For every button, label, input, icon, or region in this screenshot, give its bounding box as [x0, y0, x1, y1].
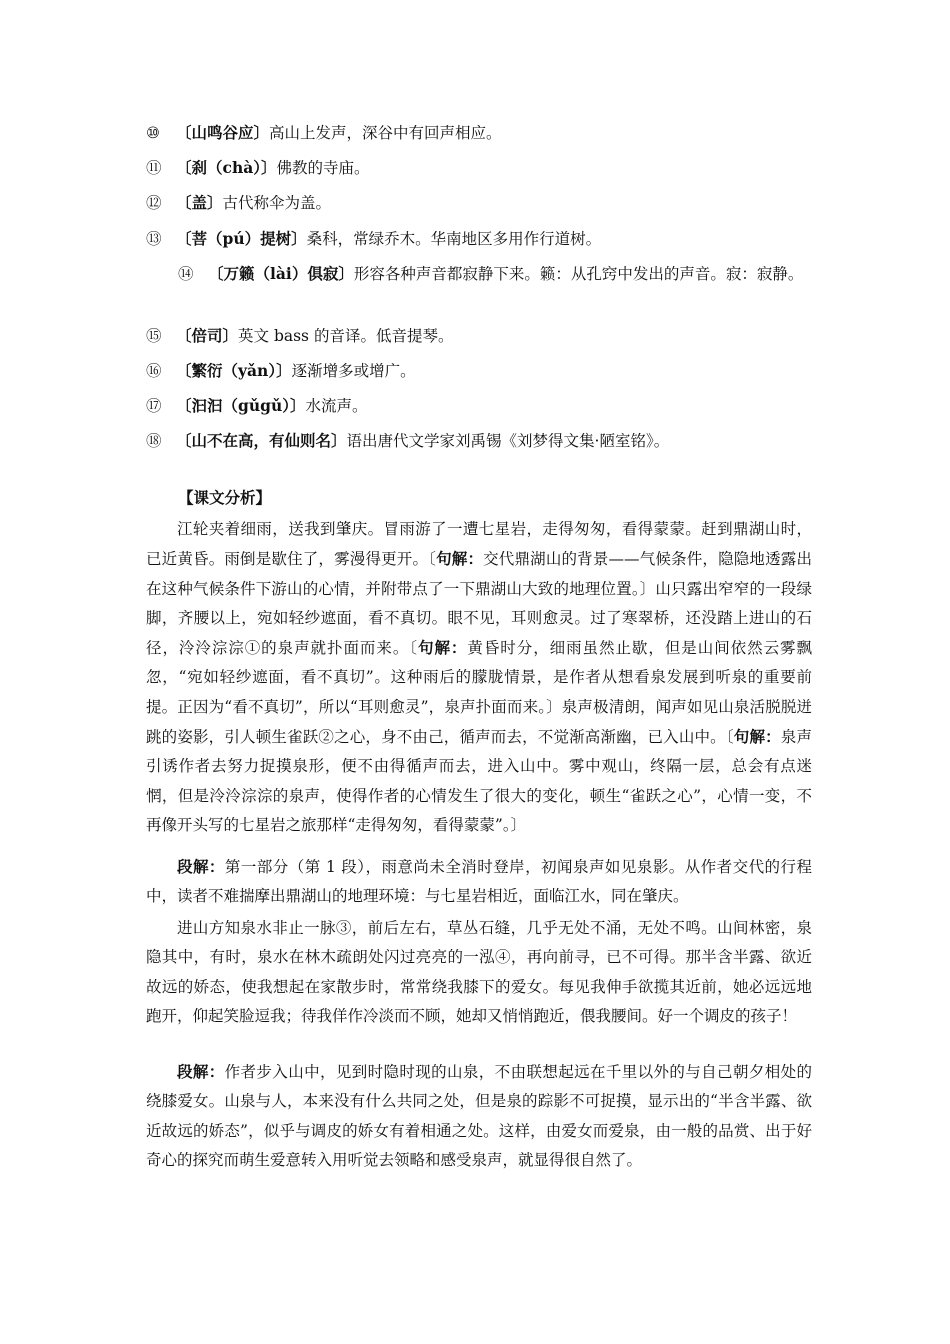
footnote-17 [146, 392, 812, 420]
footnote-18 [146, 427, 812, 455]
footnote-text: 水流声。 [305, 397, 368, 415]
text-paragraph-1 [146, 515, 812, 840]
footnote-number: ⑫ [146, 194, 162, 212]
footnote-term: 〔汩汩（gǔgǔ）〕 [176, 396, 306, 415]
sentence-analysis-label: 句解： [733, 727, 781, 747]
footnote-15 [146, 322, 812, 350]
paragraph-analysis-label: 段解： [177, 1062, 225, 1081]
footnote-term: 〔倍司〕 [176, 326, 239, 345]
footnote-term: 〔繁衍（yǎn）〕 [176, 361, 292, 380]
footnote-number: ⑮ [146, 327, 162, 345]
footnote-term: 〔菩（pú）提树〕 [176, 229, 307, 248]
footnote-text: 高山上发声，深谷中有回声相应。 [269, 124, 502, 142]
body-text: 进山方知泉水非止一脉③，前后左右，草丛石缝，几乎无处不涌，无处不鸣。山间林密，泉隐其中，有时，泉水在林木疏朗处闪过亮亮的一泓④，再向前寻，已不可得。那半含半露、欲近故远的娇态，使我想起在家散步时，常常绕我膝下的爱女。每见我伸手欲揽其近前，她必远远地跑开，仰起笑脸逗我；待我佯作冷淡而不顾，她却又悄悄跑近，偎我腰间。好一个调皮的孩子！ [146, 919, 812, 1025]
footnote-number: ⑬ [146, 230, 162, 248]
body-text: 江轮夹着细雨，送我到肇庆。冒雨游了一遭七星岩，走得匆匆，看得蒙蒙。赶到鼎湖山时，已近黄昏。雨倒是歇住了，雾漫得更开。〔 [146, 520, 812, 569]
footnote-term: 〔刹（chà）〕 [176, 158, 277, 177]
footnote-11 [146, 154, 812, 182]
footnote-14 [146, 260, 812, 288]
footnote-text: 古代称伞为盖。 [222, 194, 332, 212]
sentence-analysis-label: 句解： [436, 549, 484, 569]
body-text: 第一部分（第 1 段），雨意尚未全消时登岸，初闻泉声如见泉影。从作者交代的行程中，读者不难揣摩出鼎湖山的地理环境：与七星岩相近，面临江水，同在肇庆。 [146, 858, 812, 906]
footnote-number: ⑪ [146, 159, 162, 177]
paragraph-analysis-2 [146, 1057, 812, 1175]
footnote-number: ⑱ [146, 432, 162, 450]
footnote-16 [146, 357, 812, 385]
footnote-term: 〔万籁（lài）俱寂〕 [208, 264, 354, 283]
footnote-12 [146, 189, 812, 217]
paragraph-analysis-1 [146, 852, 812, 912]
body-text: 黄昏时分，细雨虽然止歇，但是山间依然云雾飘忽，“宛如轻纱遮面，看不真切”。这种雨后的朦胧情景，是作者从想看泉发展到听泉的重要前提。正因为“看不真切”，所以“耳则愈灵”，泉声扑面而来。〕泉声极清朗，闻声如见山泉活脱脱迸跳的姿影，引人顿生雀跃②之心，身不由己，循声而去，不觉渐高渐幽，已入山中。〔 [146, 639, 812, 747]
footnote-text: 佛教的寺庙。 [276, 159, 370, 177]
footnote-text: 英文 bass 的音译。低音提琴。 [238, 327, 454, 345]
footnote-term: 〔盖〕 [176, 193, 223, 212]
body-text: 交代鼎湖山的背景——气候条件，隐隐地透露出在这种气候条件下游山的心情，并附带点了一下鼎湖山大致的地理位置。〕山只露出窄窄的一段绿脚，齐腰以上，宛如轻纱遮面，看不真切。眼不见，耳则愈灵。过了寒翠桥，还没踏上进山的石径，泠泠淙淙①的泉声就扑面而来。〔 [146, 550, 812, 658]
sentence-analysis-label: 句解： [418, 638, 468, 658]
paragraph-analysis-label: 段解： [177, 857, 225, 876]
body-text: 作者步入山中，见到时隐时现的山泉，不由联想起远在千里以外的与自己朝夕相处的绕膝爱女。山泉与人，本来没有什么共同之处，但是泉的踪影不可捉摸，显示出的“半含半露、欲近故远的娇态”，似乎与调皮的娇女有着相通之处。这样，由爱女而爱泉，由一般的品赏、出于好奇心的探究而萌生爱意转入用听觉去领略和感受泉声，就显得很自然了。 [146, 1063, 812, 1169]
body-text: 泉声引诱作者去努力捉摸泉形，便不由得循声而去，进入山中。雾中观山，终隔一层，总会有点迷惘，但是泠泠淙淙的泉声，使得作者的心情发生了很大的变化，顿生“雀跃之心”，心情一变，不再像开头写的七星岩之旅那样“走得匆匆，看得蒙蒙”。〕 [146, 728, 812, 834]
footnote-term: 〔山鸣谷应〕 [176, 123, 270, 142]
footnote-text: 桑科，常绿乔木。华南地区多用作行道树。 [306, 230, 602, 248]
section-title: 【课文分析】 [178, 488, 272, 507]
footnote-10 [146, 119, 812, 147]
footnote-number: ⑯ [146, 362, 162, 380]
footnote-text: 形容各种声音都寂静下来。籁：从孔窍中发出的声音。寂：寂静。 [353, 265, 804, 283]
footnote-number: ⑭ [178, 265, 194, 283]
footnote-text: 逐渐增多或增广。 [291, 362, 416, 380]
footnote-13 [146, 225, 812, 253]
footnote-term: 〔山不在高，有仙则名〕 [176, 431, 347, 450]
footnote-number: ⑩ [146, 124, 160, 142]
text-paragraph-2 [146, 914, 812, 1031]
footnote-text: 语出唐代文学家刘禹锡《刘梦得文集·陋室铭》。 [346, 432, 670, 450]
footnote-number: ⑰ [146, 397, 162, 415]
